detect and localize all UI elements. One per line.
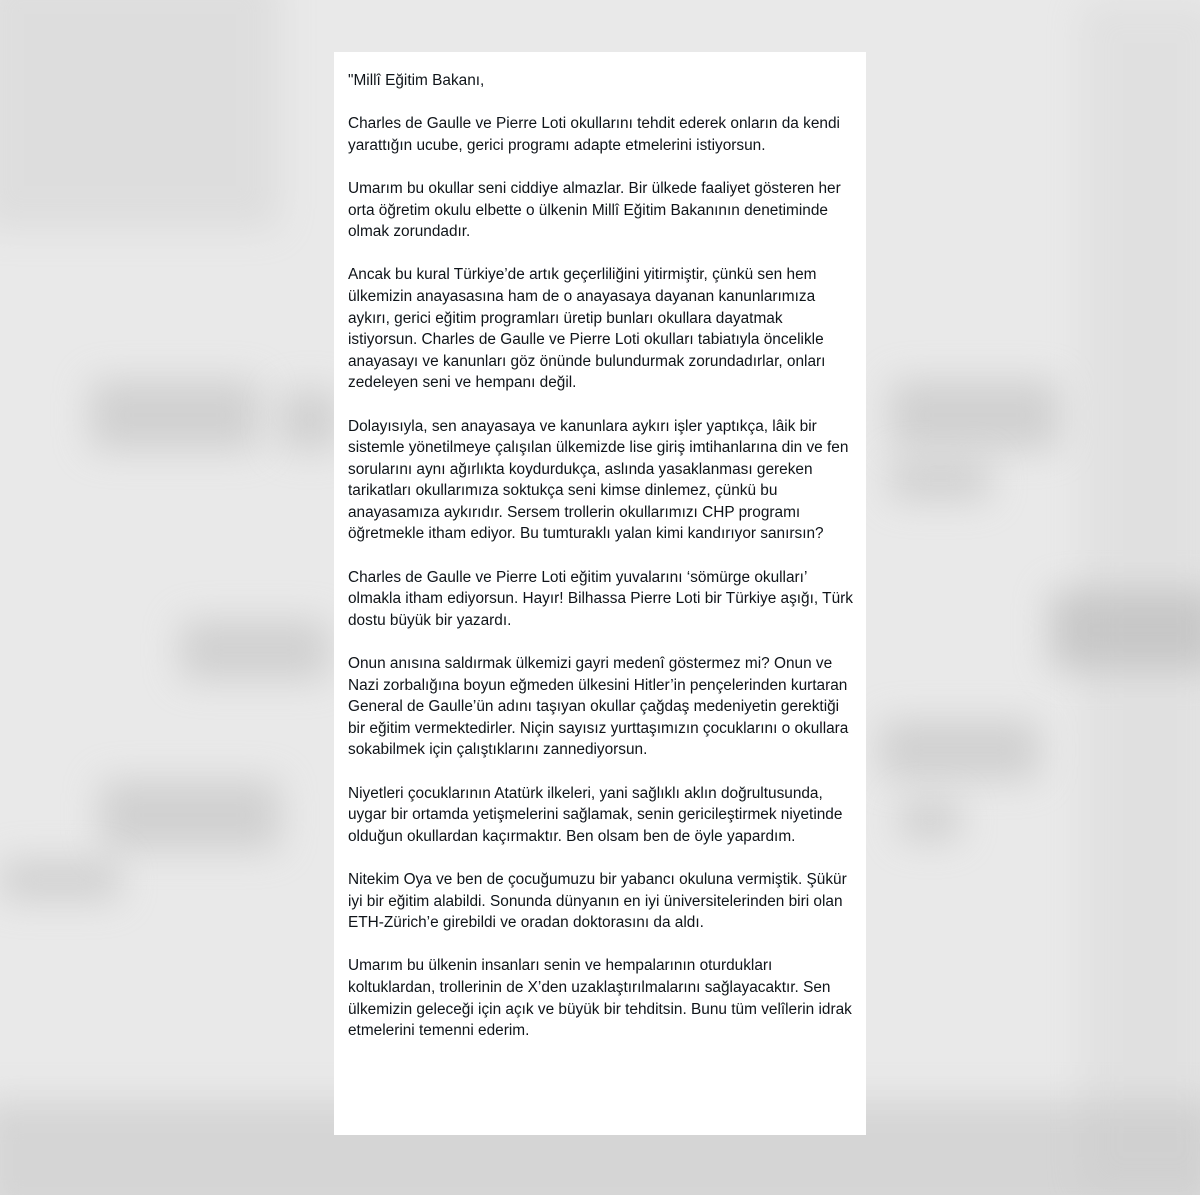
letter-paragraph: Charles de Gaulle ve Pierre Loti eğitim yuvalarını ‘sömürge okulları’ olmakla itham ediyorsun. Hayır! Bilhassa Pierre Loti bir Türkiye aşığı, Türk dostu büyük bir yazardı. [348,568,853,629]
blurred-region [0,860,120,900]
letter-paragraph: Umarım bu okullar seni ciddiye almazlar. Bir ülkede faaliyet gösteren her orta öğretim okulu elbette o ülkenin Millî Eğitim Bakanının denetiminde olmak zorundadır. [348,179,841,241]
blurred-region [890,460,990,500]
letter-paragraph: Nitekim Oya ve ben de çocuğumuzu bir yabancı okuluna vermiştik. Şükür iyi bir eğitim alabildi. Sonunda dünyanın en iyi üniversitelerinden biri olan ETH-Zürich’e girebildi ve oradan doktorasını da aldı. [348,870,847,932]
letter-paragraph: Umarım bu ülkenin insanları senin ve hempalarının oturdukları koltuklardan, trollerinin de X’den uzaklaştırılmalarını sağlayacaktır. Sen ülkemizin geleceği için açık ve büyük bir tehditsin. Bunu tüm velîlerin idrak etmelerini temenni ederim. [348,957,852,1040]
letter-paragraph: Charles de Gaulle ve Pierre Loti okullarını tehdit ederek onların da kendi yarattığın ucube, gerici programı adapte etmelerini istiyorsun. [348,115,840,154]
letter-paragraph: Onun anısına saldırmak ülkemizi gayri medenî göstermez mi? Onun ve Nazi zorbalığına boyun eğmeden ülkesini Hitler’in pençelerinden kurtaran General de Gaulle’ün adını taşıyan okullar çağdaş medeniyetin gerektiği bir eğitim vermektedirler. Niçin sayısız yurttaşımızın çocuklarını o okullara sokabilmek için çalıştıklarını zannediyorsun. [348,655,849,759]
letter-card [334,52,866,1135]
letter-paragraph: Niyetleri çocuklarının Atatürk ilkeleri, yani sağlıklı aklın doğrultusunda, uygar bir ortamda yetişmelerini sağlamak, senin gericileştirmek niyetinde olduğun okullardan kaçırmaktır. Ben olsam ben de öyle yapardım. [348,784,843,845]
blurred-region [100,780,280,850]
blurred-region [1080,0,1200,1195]
blurred-region [900,800,960,840]
blurred-region [0,0,280,230]
blurred-region [90,380,260,450]
blurred-region [880,720,1040,780]
letter-paragraph: Ancak bu kural Türkiye’de artık geçerliliğini yitirmiştir, çünkü sen hem ülkemizin anayasasına ham de o anayasaya dayanan kanunlarımıza aykırı, gerici eğitim programları üretip bunları okullara dayatmak istiyorsun. Charles de Gaulle ve Pierre Loti okulları tabiatıyla öncelikle anayasayı ve kanunları göz önünde bulundurmak zorundadırlar, onları zedeleyen seni ve hempanı değil. [348,266,826,392]
letter-greeting: "Millî Eğitim Bakanı, [348,72,485,89]
blurred-region [890,380,1060,450]
blurred-region [280,390,340,450]
blurred-region [180,620,330,680]
letter-paragraph: Dolayısıyla, sen anayasaya ve kanunlara aykırı işler yaptıkça, lâik bir sistemle yönetilmeye çalışılan ülkemizde lise giriş imtihanlarına din ve fen sorularını aynı ağırlıkta koydurdukça, aslında yasaklanması gereken tarikatları okullarımıza soktukça seni kimse dinlemez, çünkü bu anayasamıza aykırıdır. Sersem trollerin okullarımızı CHP programı öğretmekle itham ediyor. Bu tumturaklı yalan kimi kandırıyor sanırsın? [348,417,849,543]
